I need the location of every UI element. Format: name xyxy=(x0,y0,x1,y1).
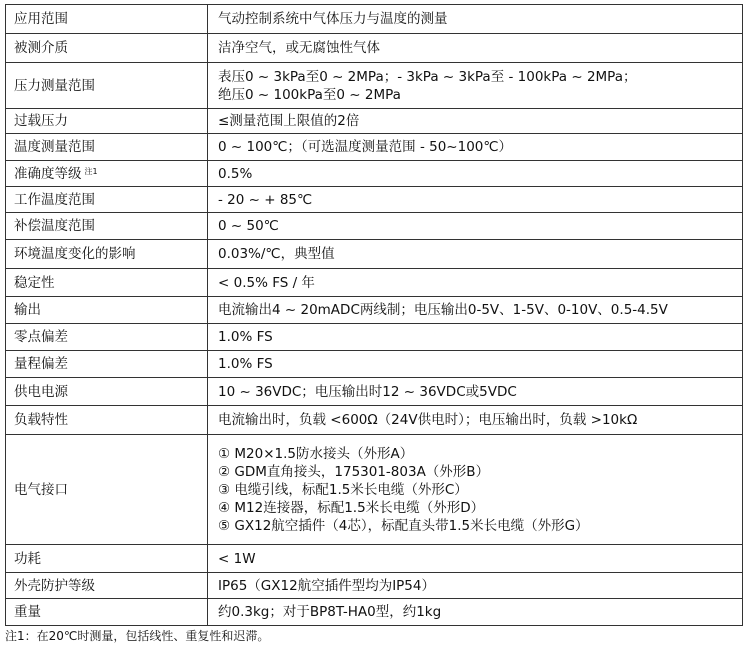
row-value-line: 0.03%/℃，典型值 xyxy=(218,246,335,262)
spec-table xyxy=(5,4,743,626)
row-label xyxy=(6,573,208,599)
row-label xyxy=(6,213,208,240)
row-label xyxy=(6,63,208,109)
table-row xyxy=(6,599,743,626)
row-label-text: 负载特性 xyxy=(14,412,68,428)
row-value xyxy=(208,213,743,240)
row-value-line: 表压0 ~ 3kPa至0 ~ 2MPa；- 3kPa ~ 3kPa至 - 100kPa ~ 2MPa； xyxy=(218,68,637,85)
row-label xyxy=(6,187,208,213)
row-value-line: < 1W xyxy=(218,550,256,567)
row-value xyxy=(208,34,743,63)
row-label xyxy=(6,269,208,297)
row-value-line: ⑤ GX12航空插件（4芯），标配直头带1.5米长电缆（外形G） xyxy=(218,517,589,534)
row-label xyxy=(6,378,208,406)
row-label-text: 量程偏差 xyxy=(14,356,68,372)
row-value xyxy=(208,109,743,134)
row-label-text: 被测介质 xyxy=(14,40,68,56)
row-label-text: 工作温度范围 xyxy=(14,191,95,208)
row-label xyxy=(6,545,208,573)
table-row xyxy=(6,34,743,63)
row-label xyxy=(6,5,208,34)
row-label-text: 环境温度变化的影响 xyxy=(14,246,136,262)
footnote: 注1：在20℃时测量，包括线性、重复性和迟滞。 xyxy=(5,629,270,643)
row-value-line: 0 ~ 50℃ xyxy=(218,218,279,234)
row-value xyxy=(208,406,743,435)
row-value xyxy=(208,134,743,161)
row-value xyxy=(208,5,743,34)
row-value-line: 绝压0 ~ 100kPa至0 ~ 2MPa xyxy=(218,86,401,103)
table-row xyxy=(6,406,743,435)
row-label-text: 重量 xyxy=(14,604,41,620)
row-label xyxy=(6,161,208,187)
row-value-line: - 20 ~ + 85℃ xyxy=(218,191,313,208)
row-value xyxy=(208,378,743,406)
row-label xyxy=(6,34,208,63)
table-row xyxy=(6,297,743,324)
row-value-line: 气动控制系统中气体压力与温度的测量 xyxy=(218,11,448,27)
table-row xyxy=(6,545,743,573)
row-value-line: 10 ~ 36VDC；电压输出时12 ~ 36VDC或5VDC xyxy=(218,383,517,400)
row-label xyxy=(6,351,208,378)
row-label xyxy=(6,297,208,324)
row-label-text: 补偿温度范围 xyxy=(14,218,95,234)
table-row xyxy=(6,187,743,213)
row-label xyxy=(6,134,208,161)
row-value-line: ④ M12连接器，标配1.5米长电缆（外形D） xyxy=(218,499,485,516)
row-label xyxy=(6,109,208,134)
table-row xyxy=(6,109,743,134)
table-row xyxy=(6,435,743,545)
row-value xyxy=(208,545,743,573)
table-row xyxy=(6,573,743,599)
row-value-line: 1.0% FS xyxy=(218,356,273,372)
table-row xyxy=(6,351,743,378)
row-label-text: 功耗 xyxy=(14,550,41,567)
row-value xyxy=(208,240,743,269)
row-label-text: 零点偏差 xyxy=(14,329,68,345)
row-value xyxy=(208,573,743,599)
footnote-marker: 注1 xyxy=(84,166,98,176)
row-label-text: 电气接口 xyxy=(14,481,68,498)
row-value xyxy=(208,599,743,626)
row-value-line: < 0.5% FS / 年 xyxy=(218,274,315,291)
table-row xyxy=(6,161,743,187)
row-label-text: 过载压力 xyxy=(14,113,68,129)
row-value-line: ≤测量范围上限值的2倍 xyxy=(218,113,360,129)
row-label-text: 供电电源 xyxy=(14,383,68,400)
row-value xyxy=(208,269,743,297)
row-value-line: IP65（GX12航空插件型均为IP54） xyxy=(218,577,435,594)
row-label-text: 应用范围 xyxy=(14,11,68,27)
row-label-text: 稳定性 xyxy=(14,274,55,291)
table-row xyxy=(6,378,743,406)
table-row xyxy=(6,63,743,109)
row-label xyxy=(6,240,208,269)
table-row xyxy=(6,240,743,269)
row-label-text: 外壳防护等级 xyxy=(14,577,95,594)
row-value xyxy=(208,63,743,109)
row-label-text: 输出 xyxy=(14,302,41,318)
row-label-text: 压力测量范围 xyxy=(14,77,95,94)
row-value-line: 0.5% xyxy=(218,165,253,182)
row-label xyxy=(6,406,208,435)
row-value xyxy=(208,161,743,187)
row-value xyxy=(208,324,743,351)
row-label-text: 温度测量范围 xyxy=(14,139,95,155)
table-row xyxy=(6,213,743,240)
row-value-line: 电流输出4 ~ 20mADC两线制；电压输出0-5V、1-5V、0-10V、0.5-4.5V xyxy=(218,302,668,318)
row-value-line: ③ 电缆引线，标配1.5米长电缆（外形C） xyxy=(218,481,468,498)
row-value xyxy=(208,187,743,213)
row-value xyxy=(208,351,743,378)
row-label-text: 准确度等级 xyxy=(14,165,82,182)
row-value xyxy=(208,435,743,545)
row-label xyxy=(6,599,208,626)
row-label xyxy=(6,324,208,351)
table-row xyxy=(6,269,743,297)
row-value-line: 约0.3kg；对于BP8T-HA0型，约1kg xyxy=(218,604,442,620)
table-row xyxy=(6,324,743,351)
table-row xyxy=(6,134,743,161)
row-value-line: 电流输出时，负载 <600Ω（24V供电时）；电压输出时，负载 >10kΩ xyxy=(218,412,638,428)
table-row xyxy=(6,5,743,34)
row-value-line: ① M20×1.5防水接头（外形A） xyxy=(218,445,414,462)
row-label xyxy=(6,435,208,545)
row-value xyxy=(208,297,743,324)
row-value-line: 0 ~ 100℃；（可选温度测量范围 - 50~100℃） xyxy=(218,139,513,155)
row-value-line: ② GDM直角接头，175301-803A（外形B） xyxy=(218,463,490,480)
row-value-line: 洁净空气，或无腐蚀性气体 xyxy=(218,40,380,56)
row-value-line: 1.0% FS xyxy=(218,329,273,345)
